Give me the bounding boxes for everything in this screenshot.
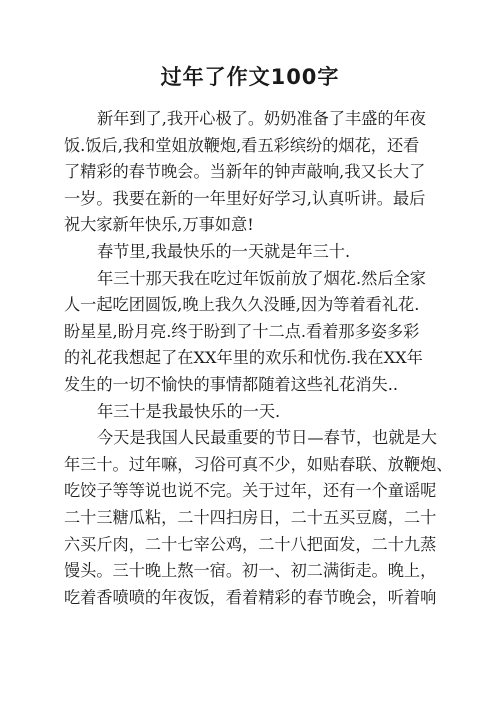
text-line: 饭.饭后,我和堂姐放鞭炮,看五彩缤纷的烟花，还看: [64, 135, 420, 155]
paragraph-3: [64, 266, 436, 399]
text-line: 祝大家新年快乐,万事如意!: [64, 215, 254, 235]
text-line: 盼星星,盼月亮.终于盼到了十二点.看着那多姿多彩: [64, 321, 420, 341]
text-line: 人一起吃团圆饭,晚上我久久没睡,因为等着看礼花.: [64, 295, 420, 315]
paragraph-1: [64, 106, 436, 239]
text-line: 年三十是我最快乐的一天.: [97, 401, 281, 421]
text-line: 春节里,我最快乐的一天就是年三十.: [97, 241, 351, 261]
text-line: 了精彩的春节晚会。当新年的钟声敲响,我又长大了: [64, 162, 426, 182]
text-line: 一岁。我要在新的一年里好好学习,认真听讲。最后: [64, 188, 426, 208]
text-line: 的礼花我想起了在XX年里的欢乐和忧伤.我在XX年: [64, 348, 423, 368]
text-line: 吃着香喷喷的年夜饭，看着精彩的春节晚会，听着响: [64, 587, 437, 607]
text-line: 今天是我国人民最重要的节日—春节，也就是大: [97, 428, 437, 448]
paragraph-4: [64, 399, 436, 426]
document-title: 过年了作文100字: [160, 65, 340, 89]
text-line: 新年到了,我开心极了。奶奶准备了丰盛的年夜: [97, 109, 426, 128]
text-line: 馒头。三十晚上熬一宿。初一、初二满街走。晚上，: [64, 561, 437, 581]
text-line: 二十三糖瓜粘，二十四扫房日，二十五买豆腐，二十: [64, 507, 437, 527]
paragraph-5: [64, 425, 453, 611]
paragraph-2: [64, 239, 436, 266]
text-line: 发生的一切不愉快的事情都随着这些礼花消失..: [64, 374, 399, 394]
text-line: 六买斤肉，二十七宰公鸡，二十八把面发，二十九蒸: [64, 534, 437, 554]
text-line: 年三十那天我在吃过年饭前放了烟花.然后全家: [97, 268, 426, 288]
text-line: 吃饺子等等说也说不完。关于过年，还有一个童谣呢: [64, 481, 437, 501]
text-line: 年三十。过年嘛，习俗可真不少，如贴春联、放鞭炮、: [64, 454, 453, 474]
